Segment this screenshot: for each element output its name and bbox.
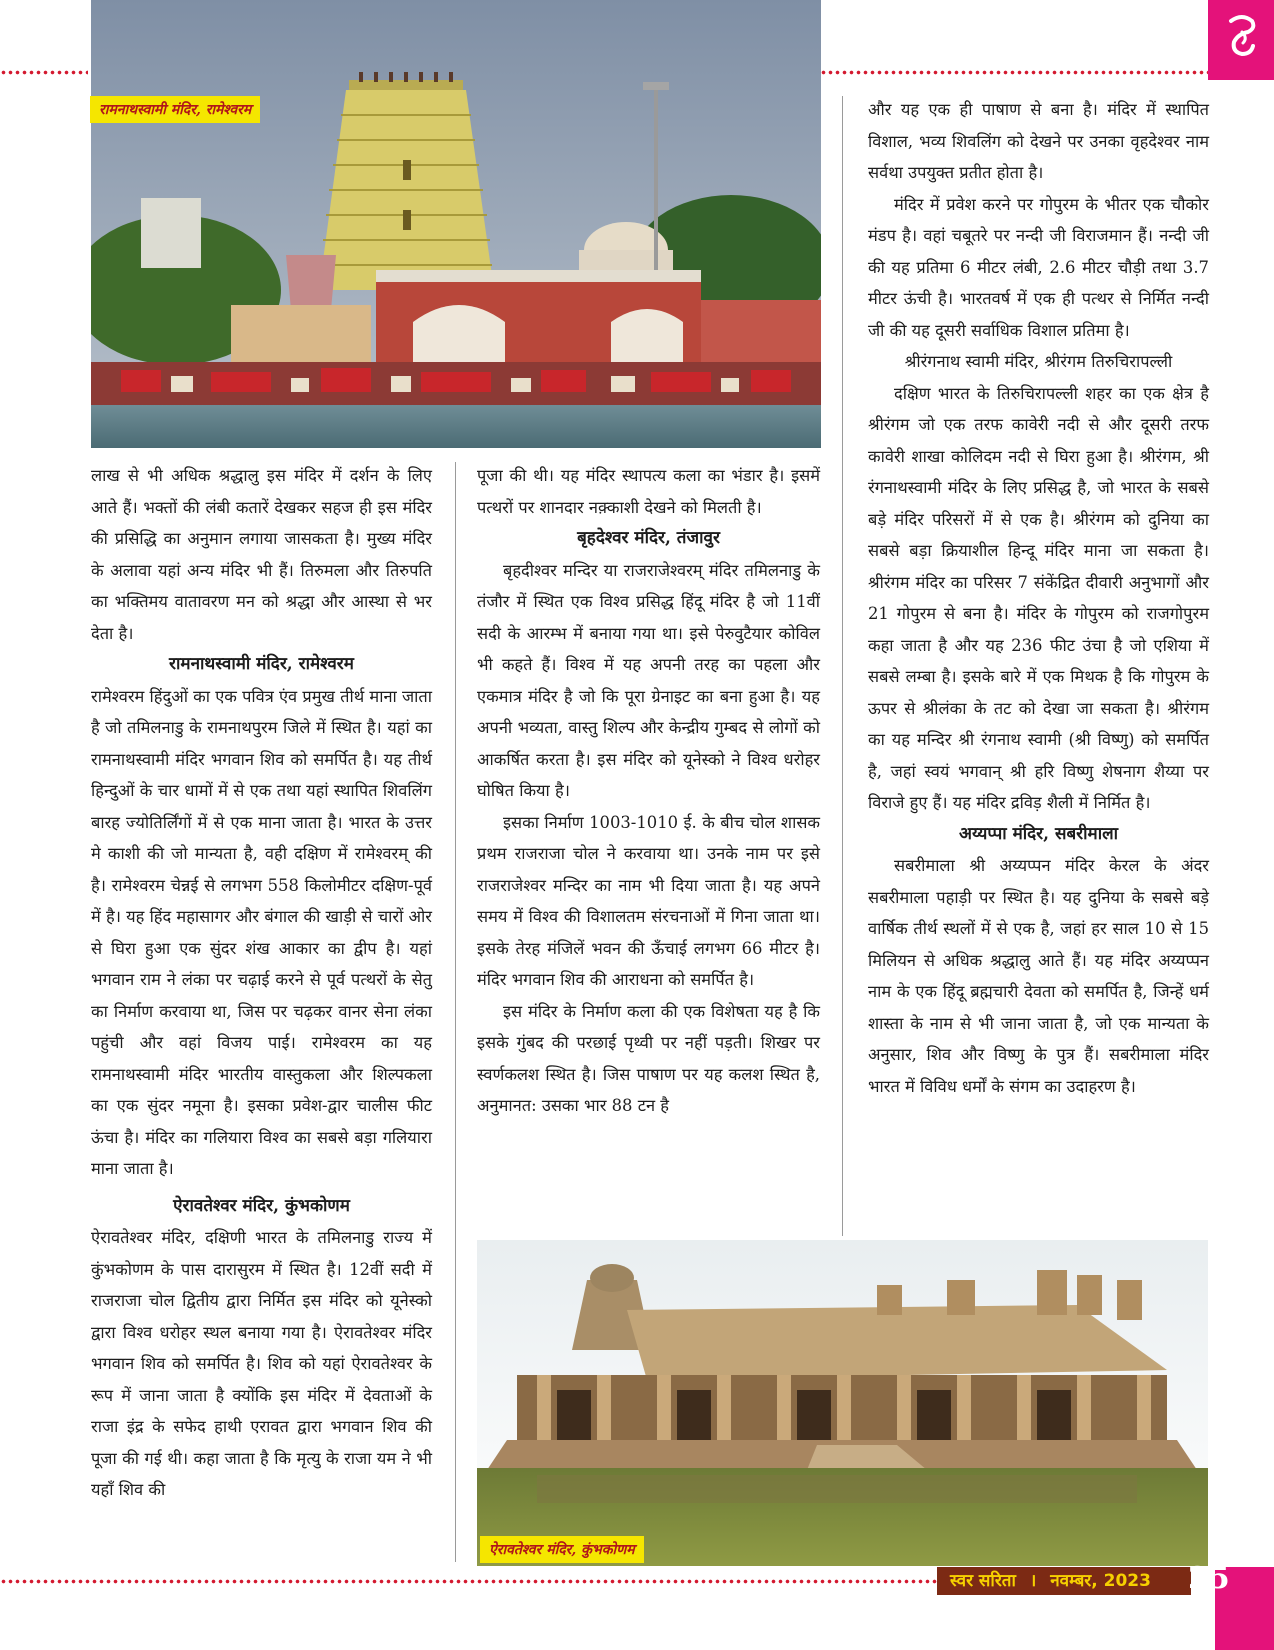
magazine-logo-icon [1224, 12, 1260, 62]
column-1 [91, 460, 432, 1506]
heading-srirangam: श्रीरंगनाथ स्वामी मंदिर, श्रीरंगम तिरुचिरापल्ली [904, 352, 1173, 371]
paragraph-srirangam: दक्षिण भारत के तिरुचिरापल्ली शहर का एक क्षेत्र है श्रीरंगम जो एक तरफ कावेरी नदी से और दूसरी तरफ कावेरी शाखा कोलिदम नदी से घिरा हुआ है। श्रीरंगम, श्री रंगनाथस्वामी मंदिर के लिए प्रसिद्ध है, जो भारत के सबसे बड़े मंदिर परिसरों में से एक है। श्रीरंगम को दुनिया का सबसे बड़ा क्रियाशील हिन्दू मंदिर माना जा सकता है। श्रीरंगम मंदिर का परिसर 7 संकेंद्रित दीवारी अनुभागों और 21 गोपुरम से बना है। मंदिर के गोपुरम को राजगोपुरम कहा जाता है और यह 236 फीट उंचा है जो एशिया में सबसे लम्बा है। इसके बारे में एक मिथक है कि गोपुरम के ऊपर से श्रीलंका के तट को देखा जा सकता है। श्रीरंगम का यह मन्दिर श्री रंगनाथ स्वामी (श्री विष्णु) को समर्पित है, जहां स्वयं भगवान् श्री हरि विष्णु शेषनाग शैय्या पर विराजे हुए हैं। यह मंदिर द्रविड़ शैली में निर्मित है। [868, 383, 1209, 812]
top-dotted-rule-right [820, 70, 1208, 75]
paragraph-airavatesvara: ऐरावतेश्वर मंदिर, दक्षिणी भारत के तमिलनाडु राज्य में कुंभकोणम के पास दारासुरम में स्थित है। 12वीं सदी में राजराजा चोल द्वितीय द्वारा निर्मित इस मंदिर को यूनेस्को द्वारा विश्व धरोहर स्थल बनाया गया है। ऐरावतेश्वर मंदिर भगवान शिव को समर्पित है। शिव को यहां ऐरावतेश्वर के रूप में जाना जाता है क्योंकि इस मंदिर में देवताओं के राजा इंद्र के सफेद हाथी एरावत द्वारा भगवान शिव की पूजा की गई थी। कहा जाता है कि मृत्यु के राजा यम ने भी यहाँ शिव की [91, 1228, 432, 1499]
heading-sabarimala: अय्यप्पा मंदिर, सबरीमाला [958, 823, 1119, 844]
footer-issue-date: नवम्बर, 2023 [1050, 1571, 1151, 1591]
footer-separator: । [1029, 1571, 1037, 1591]
heading-airavatesvara: ऐरावतेश्वर मंदिर, कुंभकोणम [173, 1195, 350, 1216]
paragraph-intro: लाख से भी अधिक श्रद्धालु इस मंदिर में दर्शन के लिए आते हैं। भक्तों की लंबी कतारें देखकर सहज ही इस मंदिर की प्रसिद्धि का अनुमान लगाया जासकता है। मुख्य मंदिर के अलावा यहां अन्य मंदिर भी हैं। तिरुमला और तिरुपति का भक्तिमय वातावरण मन को श्रद्धा और आस्था से भर देता है। [91, 466, 432, 643]
footer-magazine-name: स्वर सरिता [950, 1571, 1016, 1591]
heading-rameshwaram: रामनाथस्वामी मंदिर, रामेश्वरम [169, 654, 354, 674]
column-3 [868, 94, 1209, 1102]
paragraph-rameshwaram: रामेश्वरम हिंदुओं का एक पवित्र एंव प्रमुख तीर्थ माना जाता है जो तमिलनाडु के रामनाथपुरम जिले में स्थित है। यहां का रामनाथस्वामी मंदिर भगवान शिव को समर्पित है। यह तीर्थ हिन्दुओं के चार धामों में से एक तथा यहां स्थापित शिवलिंग बारह ज्योतिर्लिंगों में से एक माना जाता है। भारत के उत्तर मे काशी की जो मान्यता है, वही दक्षिण में रामेश्वरम् की है। रामेश्वरम चेन्नई से लगभग 558 किलोमीटर दक्षिण-पूर्व में है। यह हिंद महासागर और बंगाल की खाड़ी से चारों ओर से घिरा हुआ एक सुंदर शंख आकार का द्वीप है। यहां भगवान राम ने लंका पर चढ़ाई करने से पूर्व पत्थरों के सेतु का निर्माण करवाया था, जिस पर चढ़कर वानर सेना लंका पहुंची और वहां विजय पाई। रामेश्वरम का यह रामनाथस्वामी मंदिर भारतीय वास्तुकला और शिल्पकला का एक सुंदर नमूना है। इसका प्रवेश-द्वार चालीस फीट ऊंचा है। मंदिर का गलियारा विश्व का सबसे बड़ा गलियारा माना जाता है। [91, 686, 432, 1178]
bottom-dotted-rule [0, 1579, 937, 1584]
paragraph-column3-continuation: और यह एक ही पाषाण से बना है। मंदिर में स्थापित विशाल, भव्य शिवलिंग को देखने पर उनका वृहदेश्वर नाम सर्वथा उपयुक्त प्रतीत होता है। [868, 100, 1209, 182]
top-photo-caption: रामनाथस्वामी मंदिर, रामेश्वरम [90, 96, 260, 123]
column-2 [477, 460, 820, 1122]
paragraph-sabarimala: सबरीमाला श्री अय्यप्पन मंदिर केरल के अंदर सबरीमाला पहाड़ी पर स्थित है। यह दुनिया के सबसे बड़े वार्षिक तीर्थ स्थलों में से एक है, जहां हर साल 10 से 15 मिलियन से अधिक श्रद्धालु आते हैं। यह मंदिर अय्यप्पन नाम के एक हिंदू ब्रह्मचारी देवता को समर्पित है, जिन्हें धर्म शास्ता के नाम से भी जाना जाता है, जो एक मान्यता के अनुसार, शिव और विष्णु के पुत्र हैं। सबरीमाला मंदिर भारत में विविध धर्मों के संगम का उदाहरण है। [868, 856, 1209, 1096]
airavatesvara-temple-photo [477, 1240, 1208, 1566]
paragraph-brihadeeswara-2: इसका निर्माण 1003-1010 ई. के बीच चोल शासक प्रथम राजराजा चोल ने करवाया था। उनके नाम पर इसे राजराजेश्वर मन्दिर का नाम भी दिया जाता है। यह अपने समय में विश्व की विशालतम संरचनाओं में गिना जाता था। इसके तेरह मंजिलें भवन की ऊँचाई लगभग 66 मीटर है। मंदिर भगवान शिव की आराधना को समर्पित है। [477, 812, 820, 989]
heading-brihadeeswara: बृहदेश्वर मंदिर, तंजावुर [577, 528, 720, 548]
footer-magazine-issue [950, 1568, 1151, 1594]
paragraph-brihadeeswara-3: इस मंदिर के निर्माण कला की एक विशेषता यह है कि इसके गुंबद की परछाई पृथ्वी पर नहीं पड़ती। शिखर पर स्वर्णकलश स्थित है। जिस पाषाण पर यह कलश स्थित है, अनुमानत: उसका भार 88 टन है [477, 1001, 820, 1115]
paragraph-brihadeeswara-1: बृहदीश्वर मन्दिर या राजराजेश्वरम् मंदिर तमिलनाडु के तंजौर में स्थित एक विश्व प्रसिद्ध हिंदू मंदिर है जो 11वीं सदी के आरम्भ में बनाया गया था। इसे पेरुवुटैयार कोविल भी कहते हैं। विश्व में यह अपनी तरह का पहला और एकमात्र मंदिर है जो कि पूरा ग्रेनाइट का बना हुआ है। यह अपनी भव्यता, वास्तु शिल्प और केन्द्रीय गुम्बद से लोगों को आकर्षित करता है। इस मंदिर को यूनेस्को ने विश्व धरोहर घोषित किया है। [477, 560, 820, 800]
bottom-photo-caption: ऐरावतेश्वर मंदिर, कुंभकोणम [480, 1536, 644, 1563]
paragraph-column2-continuation: पूजा की थी। यह मंदिर स्थापत्य कला का भंडार है। इसमें पत्थरों पर शानदार नक़्काशी देखने को मिलती है। [477, 466, 820, 517]
top-dotted-rule-left [0, 70, 88, 75]
paragraph-nandi: मंदिर में प्रवेश करने पर गोपुरम के भीतर एक चौकोर मंडप है। वहां चबूतरे पर नन्दी जी विराजमान हैं। नन्दी जी की यह प्रतिमा 6 मीटर लंबी, 2.6 मीटर चौड़ी तथा 3.7 मीटर ऊंची है। भारतवर्ष में एक ही पत्थर से निर्मित नन्दी जी की यह दूसरी सर्वाधिक विशाल प्रतिमा है। [868, 194, 1209, 340]
column-rule-2 [842, 96, 843, 1236]
ramanathaswamy-temple-photo [91, 0, 821, 448]
corner-logo-tab [1208, 0, 1274, 80]
column-rule-1 [455, 462, 456, 1562]
page-number: 25 [1188, 1561, 1230, 1596]
